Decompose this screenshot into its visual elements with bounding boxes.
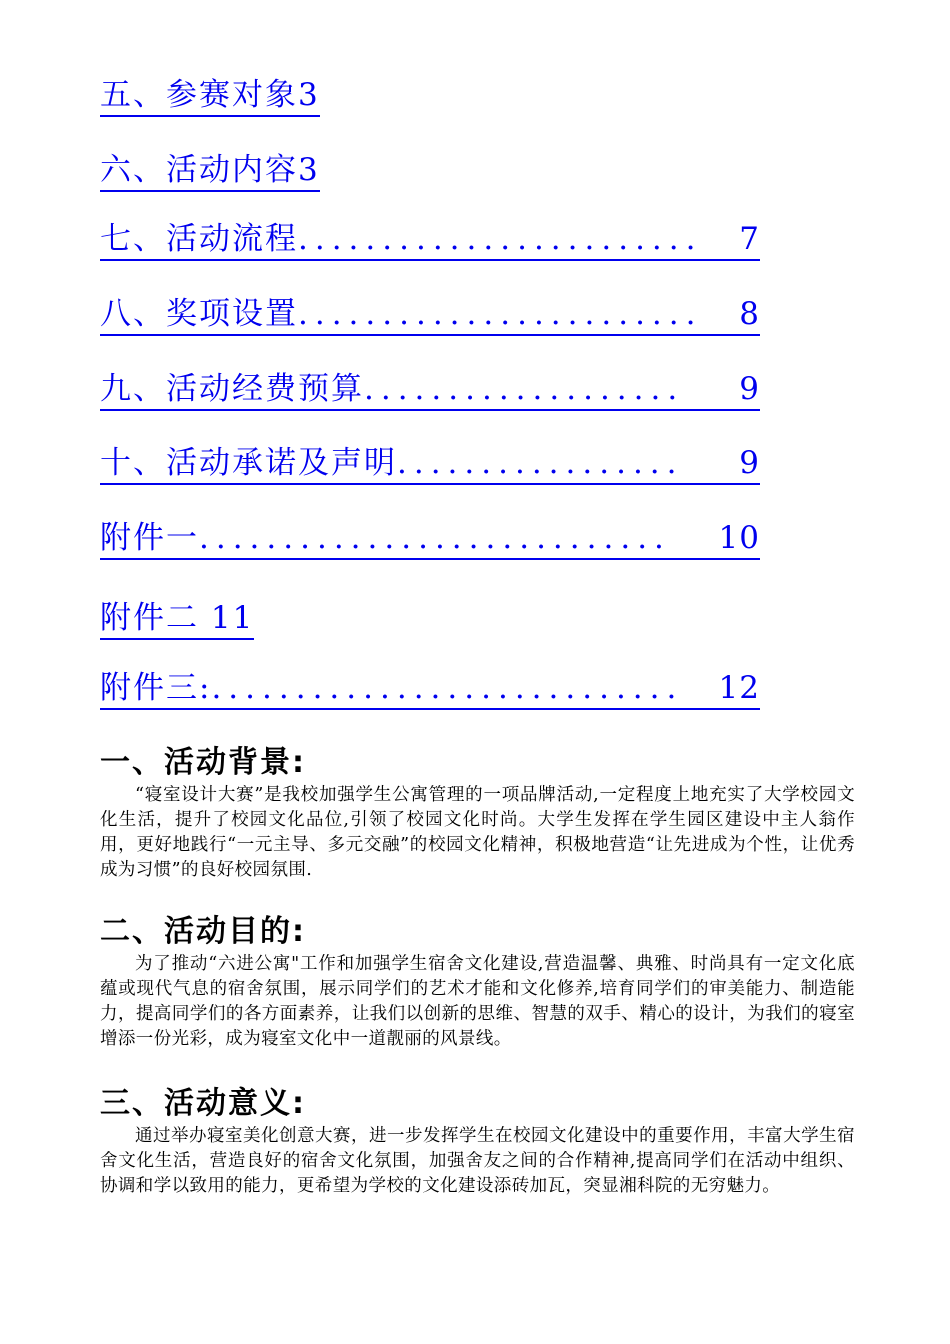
toc-page-number: 3	[298, 151, 320, 188]
toc-page-number: 11	[210, 599, 255, 636]
table-of-contents	[100, 70, 765, 742]
toc-leader-dots: ............................	[199, 520, 671, 557]
toc-link-attachment-2[interactable]	[100, 593, 765, 668]
toc-page-number: 7	[739, 221, 760, 258]
toc-page-number: 12	[718, 669, 760, 706]
toc-title: 附件一	[100, 520, 199, 557]
toc-link-attachment-1[interactable]	[100, 518, 765, 593]
toc-link-process[interactable]	[100, 219, 765, 294]
toc-link-participants[interactable]	[100, 70, 765, 145]
toc-leader-dots: ............................	[211, 669, 684, 706]
toc-title: 十、活动承诺及声明	[100, 445, 397, 482]
section-significance	[100, 1084, 855, 1199]
toc-leader-dots: ........................	[298, 296, 703, 333]
toc-page-number: 8	[739, 296, 760, 333]
toc-page-number: 9	[739, 445, 760, 482]
toc-title: 八、奖项设置	[100, 296, 298, 333]
toc-link-budget[interactable]	[100, 369, 765, 444]
toc-leader-dots: ........................	[298, 221, 703, 258]
section-heading: 三、活动意义:	[100, 1086, 306, 1121]
section-background	[100, 743, 855, 883]
toc-link-attachment-3[interactable]	[100, 668, 765, 743]
toc-link-content[interactable]	[100, 145, 765, 220]
section-body: “寝室设计大赛”是我校加强学生公寓管理的一项品牌活动,一定程度上地充实了大学校园文化生活，提升了校园文化品位,引领了校园文化时尚。大学生发挥在学生园区建设中主人翁作用，更好地践行“一元主导、多元交融”的校园文化精神，积极地营造“让先进成为个性，让优秀成为习惯”的良好校园氛围.	[100, 785, 855, 880]
section-purpose	[100, 912, 855, 1052]
toc-page-number: 3	[298, 77, 320, 113]
toc-title: 五、参赛对象	[100, 77, 298, 113]
toc-page-number: 10	[718, 520, 760, 557]
toc-link-commitment[interactable]	[100, 443, 765, 518]
toc-leader-dots: .................	[397, 445, 684, 482]
toc-title: 附件二	[100, 599, 199, 636]
section-heading: 二、活动目的:	[100, 914, 306, 949]
toc-link-awards[interactable]	[100, 294, 765, 369]
toc-page-number: 9	[739, 370, 760, 407]
toc-title: 六、活动内容	[100, 151, 298, 188]
section-heading: 一、活动背景:	[100, 745, 306, 780]
section-body: 通过举办寝室美化创意大赛，进一步发挥学生在校园文化建设中的重要作用，丰富大学生宿舍文化生活，营造良好的宿舍文化氛围，加强舍友之间的合作精神,提高同学们在活动中组织、协调和学以致用的能力，更希望为学校的文化建设添砖加瓦，突显湘科院的无穷魅力。	[100, 1126, 855, 1196]
toc-title: 七、活动流程	[100, 221, 298, 258]
toc-title: 附件三:	[100, 669, 212, 706]
section-body: 为了推动“六进公寓"工作和加强学生宿舍文化建设,营造温馨、典雅、时尚具有一定文化底蕴或现代气息的宿舍氛围，展示同学们的艺术才能和文化修养,培育同学们的审美能力、制造能力，提高同学们的各方面素养，让我们以创新的思维、智慧的双手、精心的设计，为我们的寝室增添一份光彩，成为寝室文化中一道靓丽的风景线。	[100, 954, 855, 1049]
toc-leader-dots: ...................	[364, 370, 685, 407]
toc-title: 九、活动经费预算	[100, 370, 364, 407]
